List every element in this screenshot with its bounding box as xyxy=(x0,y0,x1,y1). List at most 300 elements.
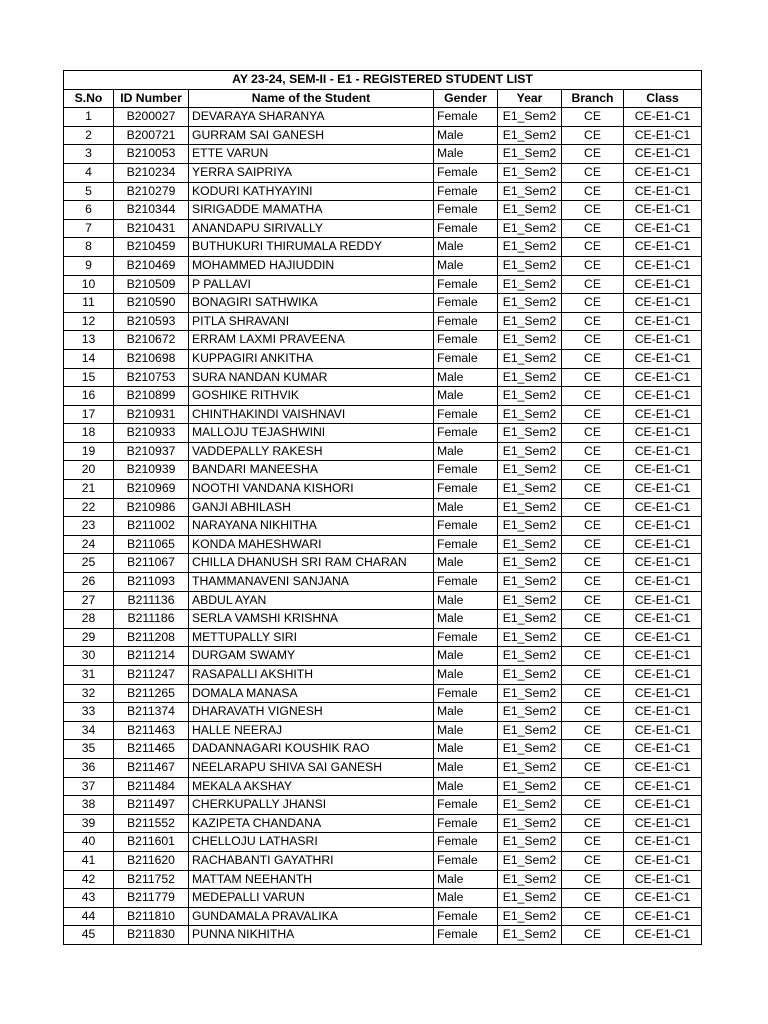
cell-year: E1_Sem2 xyxy=(498,461,562,480)
cell-gender: Female xyxy=(434,461,498,480)
table-row xyxy=(64,554,702,573)
cell-student-name: MOHAMMED HAJIUDDIN xyxy=(189,256,434,275)
cell-branch: CE xyxy=(562,610,624,629)
cell-gender: Female xyxy=(434,182,498,201)
cell-year: E1_Sem2 xyxy=(498,740,562,759)
cell-sno: 42 xyxy=(64,870,114,889)
table-row xyxy=(64,851,702,870)
cell-class: CE-E1-C1 xyxy=(624,461,702,480)
cell-sno: 25 xyxy=(64,554,114,573)
cell-student-name: PUNNA NIKHITHA xyxy=(189,926,434,945)
cell-year: E1_Sem2 xyxy=(498,126,562,145)
table-row xyxy=(64,703,702,722)
document-title: AY 23-24, SEM-II - E1 - REGISTERED STUDENT LIST xyxy=(64,71,702,90)
cell-year: E1_Sem2 xyxy=(498,833,562,852)
cell-id-number: B211208 xyxy=(114,628,189,647)
cell-sno: 32 xyxy=(64,684,114,703)
cell-gender: Female xyxy=(434,926,498,945)
cell-year: E1_Sem2 xyxy=(498,368,562,387)
cell-id-number: B210590 xyxy=(114,294,189,313)
cell-sno: 38 xyxy=(64,796,114,815)
cell-year: E1_Sem2 xyxy=(498,926,562,945)
cell-sno: 5 xyxy=(64,182,114,201)
cell-sno: 10 xyxy=(64,275,114,294)
cell-year: E1_Sem2 xyxy=(498,275,562,294)
cell-gender: Female xyxy=(434,312,498,331)
cell-sno: 20 xyxy=(64,461,114,480)
cell-branch: CE xyxy=(562,219,624,238)
table-row xyxy=(64,182,702,201)
table-row xyxy=(64,405,702,424)
cell-gender: Female xyxy=(434,294,498,313)
cell-branch: CE xyxy=(562,498,624,517)
cell-class: CE-E1-C1 xyxy=(624,721,702,740)
cell-gender: Female xyxy=(434,275,498,294)
cell-id-number: B211247 xyxy=(114,666,189,685)
cell-branch: CE xyxy=(562,182,624,201)
cell-branch: CE xyxy=(562,256,624,275)
cell-year: E1_Sem2 xyxy=(498,721,562,740)
cell-year: E1_Sem2 xyxy=(498,870,562,889)
cell-class: CE-E1-C1 xyxy=(624,907,702,926)
cell-gender: Female xyxy=(434,796,498,815)
cell-year: E1_Sem2 xyxy=(498,703,562,722)
cell-gender: Female xyxy=(434,535,498,554)
cell-student-name: BONAGIRI SATHWIKA xyxy=(189,294,434,313)
cell-id-number: B210279 xyxy=(114,182,189,201)
table-body xyxy=(64,108,702,945)
cell-gender: Male xyxy=(434,256,498,275)
cell-branch: CE xyxy=(562,238,624,257)
cell-year: E1_Sem2 xyxy=(498,573,562,592)
cell-gender: Male xyxy=(434,498,498,517)
cell-class: CE-E1-C1 xyxy=(624,573,702,592)
cell-gender: Female xyxy=(434,517,498,536)
cell-branch: CE xyxy=(562,666,624,685)
cell-branch: CE xyxy=(562,294,624,313)
cell-id-number: B211265 xyxy=(114,684,189,703)
cell-branch: CE xyxy=(562,535,624,554)
cell-class: CE-E1-C1 xyxy=(624,684,702,703)
cell-sno: 41 xyxy=(64,851,114,870)
cell-year: E1_Sem2 xyxy=(498,535,562,554)
cell-gender: Male xyxy=(434,442,498,461)
cell-student-name: ERRAM LAXMI PRAVEENA xyxy=(189,331,434,350)
cell-id-number: B210986 xyxy=(114,498,189,517)
cell-class: CE-E1-C1 xyxy=(624,591,702,610)
cell-id-number: B210509 xyxy=(114,275,189,294)
cell-id-number: B210234 xyxy=(114,163,189,182)
cell-student-name: CHILLA DHANUSH SRI RAM CHARAN xyxy=(189,554,434,573)
cell-year: E1_Sem2 xyxy=(498,498,562,517)
cell-class: CE-E1-C1 xyxy=(624,647,702,666)
cell-student-name: NARAYANA NIKHITHA xyxy=(189,517,434,536)
cell-id-number: B210937 xyxy=(114,442,189,461)
cell-gender: Female xyxy=(434,573,498,592)
cell-class: CE-E1-C1 xyxy=(624,851,702,870)
table-row xyxy=(64,889,702,908)
cell-sno: 18 xyxy=(64,424,114,443)
cell-year: E1_Sem2 xyxy=(498,219,562,238)
table-row xyxy=(64,349,702,368)
cell-id-number: B211484 xyxy=(114,777,189,796)
cell-gender: Female xyxy=(434,424,498,443)
cell-class: CE-E1-C1 xyxy=(624,238,702,257)
cell-branch: CE xyxy=(562,461,624,480)
cell-gender: Male xyxy=(434,703,498,722)
cell-student-name: ANANDAPU SIRIVALLY xyxy=(189,219,434,238)
table-row xyxy=(64,387,702,406)
cell-student-name: DEVARAYA SHARANYA xyxy=(189,108,434,127)
cell-id-number: B210939 xyxy=(114,461,189,480)
cell-year: E1_Sem2 xyxy=(498,796,562,815)
cell-class: CE-E1-C1 xyxy=(624,796,702,815)
cell-id-number: B211186 xyxy=(114,610,189,629)
cell-year: E1_Sem2 xyxy=(498,777,562,796)
header-year: Year xyxy=(498,89,562,108)
cell-student-name: BUTHUKURI THIRUMALA REDDY xyxy=(189,238,434,257)
cell-student-name: NEELARAPU SHIVA SAI GANESH xyxy=(189,758,434,777)
cell-gender: Female xyxy=(434,628,498,647)
table-row xyxy=(64,591,702,610)
cell-class: CE-E1-C1 xyxy=(624,554,702,573)
cell-branch: CE xyxy=(562,387,624,406)
cell-id-number: B211752 xyxy=(114,870,189,889)
cell-branch: CE xyxy=(562,554,624,573)
cell-class: CE-E1-C1 xyxy=(624,814,702,833)
cell-branch: CE xyxy=(562,703,624,722)
cell-branch: CE xyxy=(562,349,624,368)
cell-year: E1_Sem2 xyxy=(498,163,562,182)
cell-class: CE-E1-C1 xyxy=(624,926,702,945)
cell-year: E1_Sem2 xyxy=(498,108,562,127)
cell-year: E1_Sem2 xyxy=(498,628,562,647)
cell-class: CE-E1-C1 xyxy=(624,535,702,554)
table-row xyxy=(64,926,702,945)
cell-branch: CE xyxy=(562,889,624,908)
header-gender: Gender xyxy=(434,89,498,108)
cell-sno: 39 xyxy=(64,814,114,833)
cell-year: E1_Sem2 xyxy=(498,442,562,461)
cell-branch: CE xyxy=(562,108,624,127)
cell-branch: CE xyxy=(562,833,624,852)
cell-class: CE-E1-C1 xyxy=(624,312,702,331)
cell-sno: 13 xyxy=(64,331,114,350)
cell-branch: CE xyxy=(562,851,624,870)
table-row xyxy=(64,814,702,833)
table-row xyxy=(64,238,702,257)
cell-year: E1_Sem2 xyxy=(498,238,562,257)
cell-branch: CE xyxy=(562,796,624,815)
cell-branch: CE xyxy=(562,777,624,796)
table-row xyxy=(64,833,702,852)
cell-class: CE-E1-C1 xyxy=(624,424,702,443)
cell-sno: 29 xyxy=(64,628,114,647)
cell-id-number: B211779 xyxy=(114,889,189,908)
cell-year: E1_Sem2 xyxy=(498,480,562,499)
cell-branch: CE xyxy=(562,201,624,220)
cell-student-name: GURRAM SAI GANESH xyxy=(189,126,434,145)
cell-sno: 9 xyxy=(64,256,114,275)
cell-class: CE-E1-C1 xyxy=(624,219,702,238)
table-row xyxy=(64,480,702,499)
table-row xyxy=(64,126,702,145)
cell-student-name: GUNDAMALA PRAVALIKA xyxy=(189,907,434,926)
cell-class: CE-E1-C1 xyxy=(624,442,702,461)
cell-year: E1_Sem2 xyxy=(498,424,562,443)
cell-student-name: METTUPALLY SIRI xyxy=(189,628,434,647)
cell-student-name: GANJI ABHILASH xyxy=(189,498,434,517)
cell-gender: Male xyxy=(434,368,498,387)
cell-branch: CE xyxy=(562,721,624,740)
table-row xyxy=(64,461,702,480)
cell-id-number: B211093 xyxy=(114,573,189,592)
header-branch: Branch xyxy=(562,89,624,108)
cell-year: E1_Sem2 xyxy=(498,758,562,777)
header-student-name: Name of the Student xyxy=(189,89,434,108)
cell-id-number: B211214 xyxy=(114,647,189,666)
cell-class: CE-E1-C1 xyxy=(624,889,702,908)
cell-sno: 14 xyxy=(64,349,114,368)
header-class: Class xyxy=(624,89,702,108)
cell-gender: Female xyxy=(434,405,498,424)
cell-student-name: DADANNAGARI KOUSHIK RAO xyxy=(189,740,434,759)
cell-year: E1_Sem2 xyxy=(498,889,562,908)
cell-gender: Male xyxy=(434,610,498,629)
cell-class: CE-E1-C1 xyxy=(624,163,702,182)
cell-year: E1_Sem2 xyxy=(498,312,562,331)
cell-class: CE-E1-C1 xyxy=(624,108,702,127)
cell-branch: CE xyxy=(562,126,624,145)
cell-year: E1_Sem2 xyxy=(498,666,562,685)
cell-student-name: KAZIPETA CHANDANA xyxy=(189,814,434,833)
cell-branch: CE xyxy=(562,312,624,331)
student-list-table xyxy=(63,70,702,945)
cell-class: CE-E1-C1 xyxy=(624,275,702,294)
cell-sno: 45 xyxy=(64,926,114,945)
cell-gender: Female xyxy=(434,851,498,870)
table-row xyxy=(64,256,702,275)
cell-year: E1_Sem2 xyxy=(498,256,562,275)
cell-year: E1_Sem2 xyxy=(498,331,562,350)
cell-sno: 34 xyxy=(64,721,114,740)
cell-sno: 17 xyxy=(64,405,114,424)
header-id-number: ID Number xyxy=(114,89,189,108)
table-row xyxy=(64,424,702,443)
cell-class: CE-E1-C1 xyxy=(624,405,702,424)
table-row xyxy=(64,535,702,554)
cell-student-name: SERLA VAMSHI KRISHNA xyxy=(189,610,434,629)
cell-id-number: B211374 xyxy=(114,703,189,722)
cell-class: CE-E1-C1 xyxy=(624,201,702,220)
cell-branch: CE xyxy=(562,480,624,499)
cell-id-number: B210899 xyxy=(114,387,189,406)
cell-sno: 40 xyxy=(64,833,114,852)
cell-id-number: B211002 xyxy=(114,517,189,536)
cell-year: E1_Sem2 xyxy=(498,647,562,666)
cell-class: CE-E1-C1 xyxy=(624,349,702,368)
table-row xyxy=(64,201,702,220)
cell-sno: 28 xyxy=(64,610,114,629)
cell-id-number: B210698 xyxy=(114,349,189,368)
cell-sno: 3 xyxy=(64,145,114,164)
table-row xyxy=(64,498,702,517)
cell-gender: Male xyxy=(434,591,498,610)
cell-branch: CE xyxy=(562,405,624,424)
cell-gender: Male xyxy=(434,647,498,666)
table-row xyxy=(64,573,702,592)
cell-branch: CE xyxy=(562,331,624,350)
cell-gender: Female xyxy=(434,163,498,182)
header-row xyxy=(64,89,702,108)
table-row xyxy=(64,907,702,926)
cell-student-name: KUPPAGIRI ANKITHA xyxy=(189,349,434,368)
table-row xyxy=(64,219,702,238)
cell-sno: 43 xyxy=(64,889,114,908)
cell-sno: 31 xyxy=(64,666,114,685)
cell-class: CE-E1-C1 xyxy=(624,182,702,201)
cell-sno: 23 xyxy=(64,517,114,536)
cell-sno: 11 xyxy=(64,294,114,313)
table-row xyxy=(64,108,702,127)
table-row xyxy=(64,758,702,777)
cell-gender: Female xyxy=(434,108,498,127)
cell-id-number: B211497 xyxy=(114,796,189,815)
table-row xyxy=(64,442,702,461)
cell-student-name: HALLE NEERAJ xyxy=(189,721,434,740)
cell-id-number: B211830 xyxy=(114,926,189,945)
table-row xyxy=(64,684,702,703)
cell-id-number: B211601 xyxy=(114,833,189,852)
cell-id-number: B211552 xyxy=(114,814,189,833)
cell-gender: Male xyxy=(434,126,498,145)
table-row xyxy=(64,666,702,685)
cell-class: CE-E1-C1 xyxy=(624,368,702,387)
cell-student-name: CHERKUPALLY JHANSI xyxy=(189,796,434,815)
cell-gender: Male xyxy=(434,554,498,573)
cell-year: E1_Sem2 xyxy=(498,405,562,424)
table-row xyxy=(64,777,702,796)
cell-class: CE-E1-C1 xyxy=(624,256,702,275)
cell-id-number: B210593 xyxy=(114,312,189,331)
cell-gender: Male xyxy=(434,777,498,796)
cell-gender: Female xyxy=(434,201,498,220)
cell-student-name: NOOTHI VANDANA KISHORI xyxy=(189,480,434,499)
cell-sno: 4 xyxy=(64,163,114,182)
cell-gender: Female xyxy=(434,480,498,499)
cell-class: CE-E1-C1 xyxy=(624,740,702,759)
cell-student-name: THAMMANAVENI SANJANA xyxy=(189,573,434,592)
cell-id-number: B200027 xyxy=(114,108,189,127)
cell-id-number: B210931 xyxy=(114,405,189,424)
cell-sno: 44 xyxy=(64,907,114,926)
cell-student-name: BANDARI MANEESHA xyxy=(189,461,434,480)
cell-branch: CE xyxy=(562,275,624,294)
cell-sno: 27 xyxy=(64,591,114,610)
cell-student-name: CHELLOJU LATHASRI xyxy=(189,833,434,852)
cell-id-number: B210344 xyxy=(114,201,189,220)
cell-gender: Female xyxy=(434,814,498,833)
cell-sno: 16 xyxy=(64,387,114,406)
table-row xyxy=(64,163,702,182)
cell-id-number: B200721 xyxy=(114,126,189,145)
table-row xyxy=(64,740,702,759)
cell-gender: Female xyxy=(434,219,498,238)
cell-gender: Male xyxy=(434,145,498,164)
cell-gender: Male xyxy=(434,387,498,406)
cell-year: E1_Sem2 xyxy=(498,294,562,313)
cell-student-name: ABDUL AYAN xyxy=(189,591,434,610)
cell-student-name: CHINTHAKINDI VAISHNAVI xyxy=(189,405,434,424)
cell-class: CE-E1-C1 xyxy=(624,610,702,629)
cell-branch: CE xyxy=(562,628,624,647)
cell-class: CE-E1-C1 xyxy=(624,666,702,685)
cell-sno: 26 xyxy=(64,573,114,592)
cell-sno: 36 xyxy=(64,758,114,777)
cell-student-name: RACHABANTI GAYATHRI xyxy=(189,851,434,870)
cell-year: E1_Sem2 xyxy=(498,387,562,406)
cell-id-number: B211467 xyxy=(114,758,189,777)
cell-branch: CE xyxy=(562,814,624,833)
cell-id-number: B210053 xyxy=(114,145,189,164)
cell-student-name: SIRIGADDE MAMATHA xyxy=(189,201,434,220)
table-row xyxy=(64,628,702,647)
cell-branch: CE xyxy=(562,517,624,536)
cell-gender: Male xyxy=(434,870,498,889)
cell-gender: Female xyxy=(434,331,498,350)
table-row xyxy=(64,610,702,629)
cell-class: CE-E1-C1 xyxy=(624,387,702,406)
cell-class: CE-E1-C1 xyxy=(624,517,702,536)
cell-id-number: B210672 xyxy=(114,331,189,350)
cell-sno: 19 xyxy=(64,442,114,461)
cell-branch: CE xyxy=(562,368,624,387)
cell-id-number: B211463 xyxy=(114,721,189,740)
cell-sno: 33 xyxy=(64,703,114,722)
cell-id-number: B210469 xyxy=(114,256,189,275)
cell-year: E1_Sem2 xyxy=(498,851,562,870)
cell-gender: Female xyxy=(434,349,498,368)
cell-branch: CE xyxy=(562,926,624,945)
cell-year: E1_Sem2 xyxy=(498,591,562,610)
cell-student-name: DURGAM SWAMY xyxy=(189,647,434,666)
cell-id-number: B210969 xyxy=(114,480,189,499)
cell-year: E1_Sem2 xyxy=(498,517,562,536)
cell-id-number: B211810 xyxy=(114,907,189,926)
cell-branch: CE xyxy=(562,647,624,666)
cell-gender: Male xyxy=(434,721,498,740)
cell-gender: Female xyxy=(434,684,498,703)
table-row xyxy=(64,721,702,740)
cell-student-name: MEDEPALLI VARUN xyxy=(189,889,434,908)
cell-year: E1_Sem2 xyxy=(498,610,562,629)
cell-class: CE-E1-C1 xyxy=(624,331,702,350)
table-row xyxy=(64,145,702,164)
cell-student-name: VADDEPALLY RAKESH xyxy=(189,442,434,461)
cell-id-number: B210933 xyxy=(114,424,189,443)
cell-sno: 6 xyxy=(64,201,114,220)
cell-gender: Female xyxy=(434,907,498,926)
table-row xyxy=(64,796,702,815)
cell-year: E1_Sem2 xyxy=(498,814,562,833)
cell-sno: 37 xyxy=(64,777,114,796)
cell-student-name: DOMALA MANASA xyxy=(189,684,434,703)
cell-sno: 7 xyxy=(64,219,114,238)
table-row xyxy=(64,312,702,331)
cell-sno: 12 xyxy=(64,312,114,331)
cell-id-number: B211067 xyxy=(114,554,189,573)
cell-gender: Female xyxy=(434,833,498,852)
